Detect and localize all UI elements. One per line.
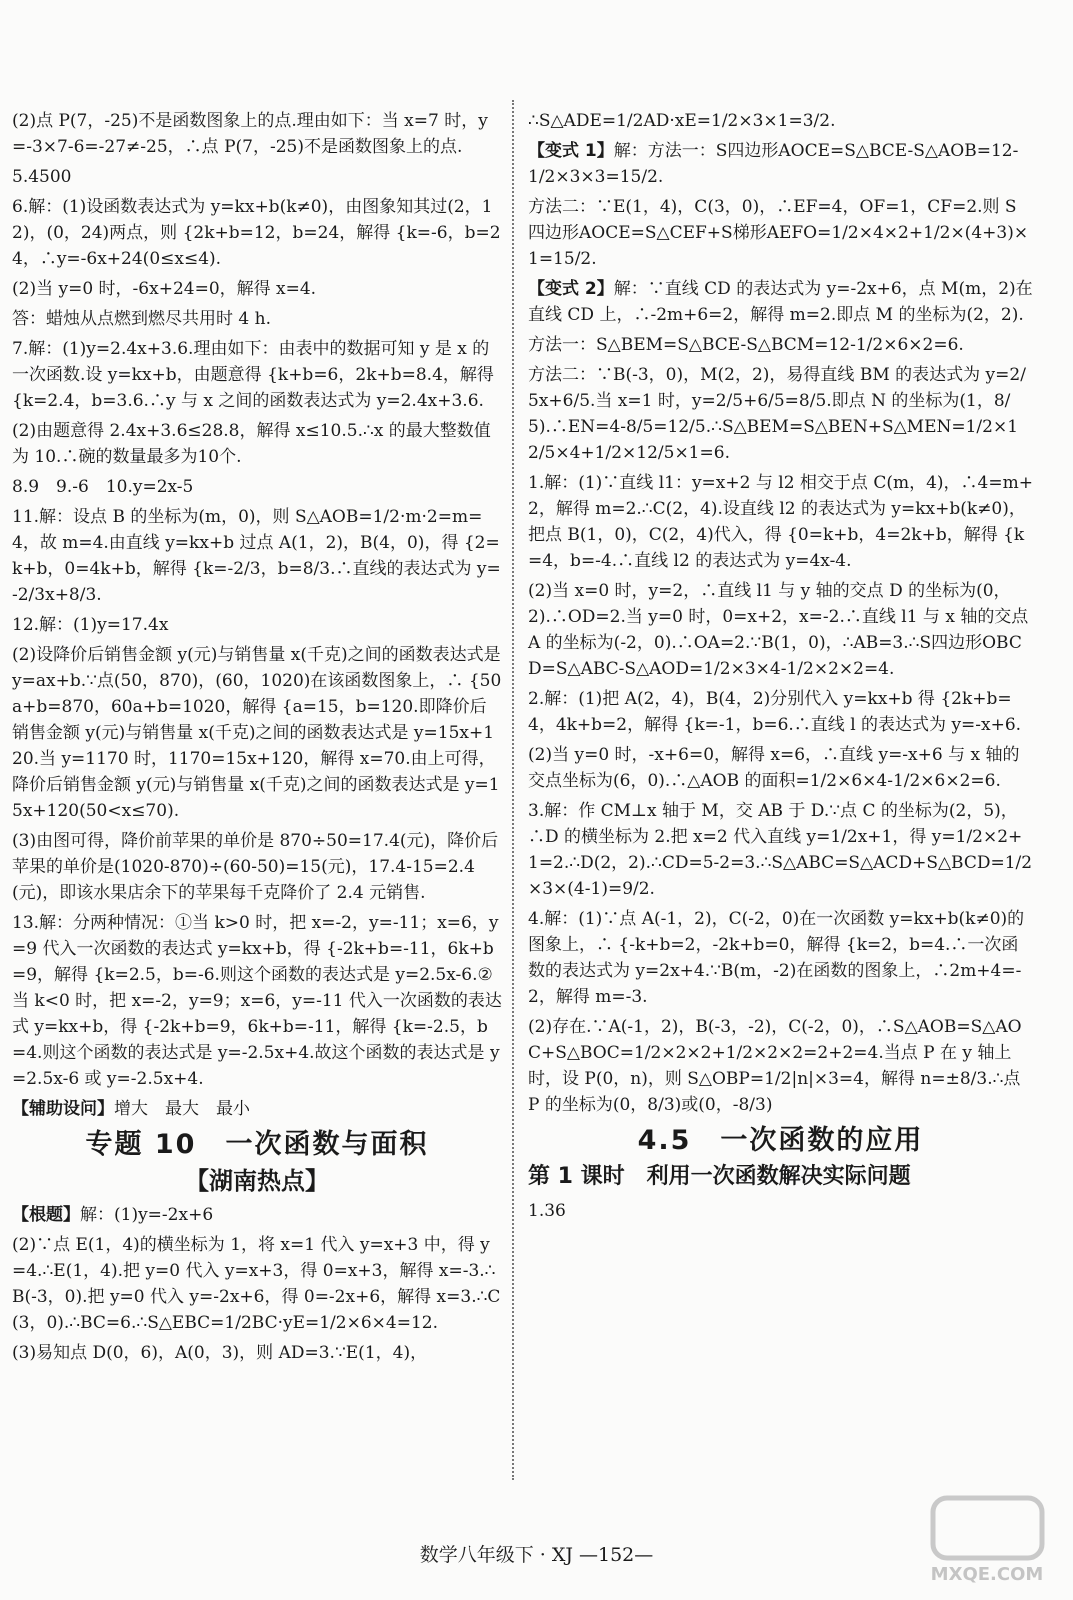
answer-text: 11.解：设点 B 的坐标为(m，0)，则 S△AOB=1/2·m·2=m=4，故 m=4.由直线 y=kx+b 过点 A(1，2)，B(4，0)，得 {2=k+b，0=4k+b，解得 {k=-2/3，b=8/3.∴直线的表达式为 y=-2/3x+8/3. — [12, 507, 501, 605]
topic-heading: 专题 10 一次函数与面积 — [85, 1129, 429, 1160]
answer-text: 解：∵直线 CD 的表达式为 y=-2x+6，点 M(m，2)在直线 CD 上，∴-2m+6=2，解得 m=2.即点 M 的坐标为(2，2). — [528, 279, 1033, 325]
answer-text: 解：(1)y=-2x+6 — [80, 1205, 214, 1225]
answer-text: 答：蜡烛从点燃到燃尽共用时 4 h. — [12, 309, 271, 329]
left-column — [12, 108, 502, 1370]
answer-text: 方法二：∵E(1，4)，C(3，0)，∴EF=4，OF=1，CF=2.则 S四边形AOCE=S△CEF+S梯形AEFO=1/2×4×2+1/2×(4+3)×1=15/2. — [528, 197, 1029, 269]
answer-text: 2.解：(1)把 A(2，4)，B(4，2)分别代入 y=kx+b 得 {2k+b=4，4k+b=2，解得 {k=-1，b=6.∴直线 l 的表达式为 y=-x+6. — [528, 689, 1022, 735]
answer-text — [12, 1202, 502, 1228]
answer-text: 12.解：(1)y=17.4x — [12, 615, 169, 635]
svg-text:MXQE.COM: MXQE.COM — [930, 1564, 1044, 1585]
column-divider — [512, 100, 514, 1480]
section-heading: 4.5 一次函数的应用 — [637, 1125, 924, 1156]
answer-text: 4.解：(1)∵点 A(-1，2)，C(-2，0)在一次函数 y=kx+b(k≠0)的图象上，∴ {-k+b=2，-2k+b=0，解得 {k=2，b=4.∴一次函数的表达式为 y=2x+4.∵B(m，-2)在函数的图象上，∴2m+4=-2，解得 m=-3. — [528, 909, 1025, 1007]
answer-text: 1.解：(1)∵直线 l1：y=x+2 与 l2 相交于点 C(m，4)，∴4=m+2，解得 m=2.∴C(2，4).设直线 l2 的表达式为 y=kx+b(k≠0)，把点 B(1，0)，C(2，4)代入，得 {0=k+b，4=2k+b，解得 {k=4，b=-4.∴直线 l2 的表达式为 y=4x-4. — [528, 473, 1033, 571]
section-tag: 【辅助设问】 — [12, 1099, 114, 1119]
answer-text: (3)易知点 D(0，6)，A(0，3)，则 AD=3.∵E(1，4)， — [12, 1343, 428, 1363]
answer-text: 6.解：(1)设函数表达式为 y=kx+b(k≠0)，由图象知其过(2，12)，(0，24)两点，则 {2k+b=12，b=24，解得 {k=-6，b=24，∴y=-6x+24(0≤x≤4). — [12, 197, 501, 269]
answer-text — [528, 138, 1033, 190]
answer-text: ∴S△ADE=1/2AD·xE=1/2×3×1=3/2. — [528, 111, 836, 131]
answer-text — [528, 276, 1033, 328]
section-tag: 【变式 2】 — [528, 279, 614, 299]
answer-text: (2)∵点 E(1，4)的横坐标为 1，将 x=1 代入 y=x+3 中，得 y=4.∴E(1，4).把 y=0 代入 y=x+3，得 0=x+3，解得 x=-3.∴B(-3，0).把 y=0 代入 y=-2x+6，得 0=-2x+6，解得 x=3.∴C(3，0).∴BC=6.∴S△EBC=1/2BC·yE=1/2×6×4=12. — [12, 1235, 501, 1333]
answer-text: (2)当 x=0 时，y=2，∴直线 l1 与 y 轴的交点 D 的坐标为(0，2).∴OD=2.当 y=0 时，0=x+2，x=-2.∴直线 l1 与 x 轴的交点 A 的坐标为(-2，0).∴OA=2.∵B(1，0)，∴AB=3.∴S四边形OBCD=S△ABC-S△AOD=1/2×3×4-1/2×2×2=4. — [528, 581, 1029, 679]
answer-text: (2)当 y=0 时，-x+6=0，解得 x=6，∴直线 y=-x+6 与 x 轴的交点坐标为(6，0).∴△AOB 的面积=1/2×6×4-1/2×6×2=6. — [528, 745, 1020, 791]
section-tag: 【根题】 — [12, 1205, 80, 1225]
answer-text: 方法一：S△BEM=S△BCE-S△BCM=12-1/2×6×2=6. — [528, 335, 964, 355]
lesson-heading: 第 1 课时 利用一次函数解决实际问题 — [528, 1164, 911, 1189]
answer-text: (2)点 P(7，-25)不是函数图象上的点.理由如下：当 x=7 时，y=-3×7-6=-27≠-25，∴点 P(7，-25)不是函数图象上的点. — [12, 111, 488, 157]
answer-text: 7.解：(1)y=2.4x+3.6.理由如下：由表中的数据可知 y 是 x 的一次函数.设 y=kx+b，由题意得 {k+b=6，2k+b=8.4，解得 {k=2.4，b=3.6.∴y 与 x 之间的函数表达式为 y=2.4x+3.6. — [12, 339, 494, 411]
answer-text — [12, 1096, 502, 1122]
answer-text: 5.4500 — [12, 167, 72, 187]
answer-text: 1.36 — [528, 1201, 566, 1221]
answer-text: (2)当 y=0 时，-6x+24=0，解得 x=4. — [12, 279, 317, 299]
section-tag: 【变式 1】 — [528, 141, 614, 161]
answer-text: (3)由图可得，降价前苹果的单价是 870÷50=17.4(元)，降价后苹果的单价是(1020-870)÷(60-50)=15(元)，17.4-15=2.4(元)，即该水果店余下的苹果每千克降价了 2.4 元销售. — [12, 831, 499, 903]
answer-text: 解：方法一：S四边形AOCE=S△BCE-S△AOB=12-1/2×3×3=15/2. — [528, 141, 1019, 187]
right-column — [528, 108, 1033, 1228]
subtopic-heading: 【湖南热点】 — [185, 1167, 329, 1195]
answer-text: 增大 最大 最小 — [114, 1099, 250, 1119]
page-footer: 数学八年级下 · XJ —152— — [419, 1544, 654, 1566]
answer-text: 3.解：作 CM⊥x 轴于 M，交 AB 于 D.∵点 C 的坐标为(2，5)，∴D 的横坐标为 2.把 x=2 代入直线 y=1/2x+1，得 y=1/2×2+1=2.∴D(2，2).∴CD=5-2=3.∴S△ABC=S△ACD+S△BCD=1/2×3×(4-1)=9/2. — [528, 801, 1033, 899]
answer-text: (2)由题意得 2.4x+3.6≤28.8，解得 x≤10.5.∴x 的最大整数值为 10.∴碗的数量最多为10个. — [12, 421, 491, 467]
answer-text: (2)存在.∵A(-1，2)，B(-3，-2)，C(-2，0)，∴S△AOB=S△AOC+S△BOC=1/2×2×2+1/2×2×2=2+2=4.当点 P 在 y 轴上时，设 P(0，n)，则 S△OBP=1/2|n|×3=4，解得 n=±8/3.∴点 P 的坐标为(0，8/3)或(0，-8/3) — [528, 1017, 1022, 1115]
answer-text: 13.解：分两种情况：①当 k>0 时，把 x=-2，y=-11；x=6，y=9 代入一次函数的表达式 y=kx+b，得 {-2k+b=-11，6k+b=9，解得 {k=2.5，b=-6.则这个函数的表达式是 y=2.5x-6.②当 k<0 时，把 x=-2，y=9；x=6，y=-11 代入一次函数的表达式 y=kx+b，得 {-2k+b=9，6k+b=-11，解得 {k=-2.5，b=4.则这个函数的表达式是 y=-2.5x+4.故这个函数的表达式是 y=2.5x-6 或 y=-2.5x+4. — [12, 913, 502, 1089]
answer-text: 方法二：∵B(-3，0)，M(2，2)，易得直线 BM 的表达式为 y=2/5x+6/5.当 x=1 时，y=2/5+6/5=8/5.即点 N 的坐标为(1，8/5).∴EN=4-8/5=12/5.∴S△BEM=S△BEN+S△MEN=1/2×12/5×4+1/2×12/5×1=6. — [528, 365, 1026, 463]
watermark-logo-icon — [925, 1490, 1050, 1590]
answer-text: 8.9 9.-6 10.y=2x-5 — [12, 477, 194, 497]
answer-text: (2)设降价后销售金额 y(元)与销售量 x(千克)之间的函数表达式是 y=ax+b.∵点(50，870)，(60，1020)在该函数图象上，∴ {50a+b=870，60a+b=1020，解得 {a=15，b=120.即降价后销售金额 y(元)与销售量 x(千克)之间的函数表达式是 y=15x+120.当 y=1170 时，1170=15x+120，解得 x=70.由上可得，降价后销售金额 y(元)与销售量 x(千克)之间的函数表达式是 y=15x+120(50<x≤70). — [12, 645, 502, 821]
